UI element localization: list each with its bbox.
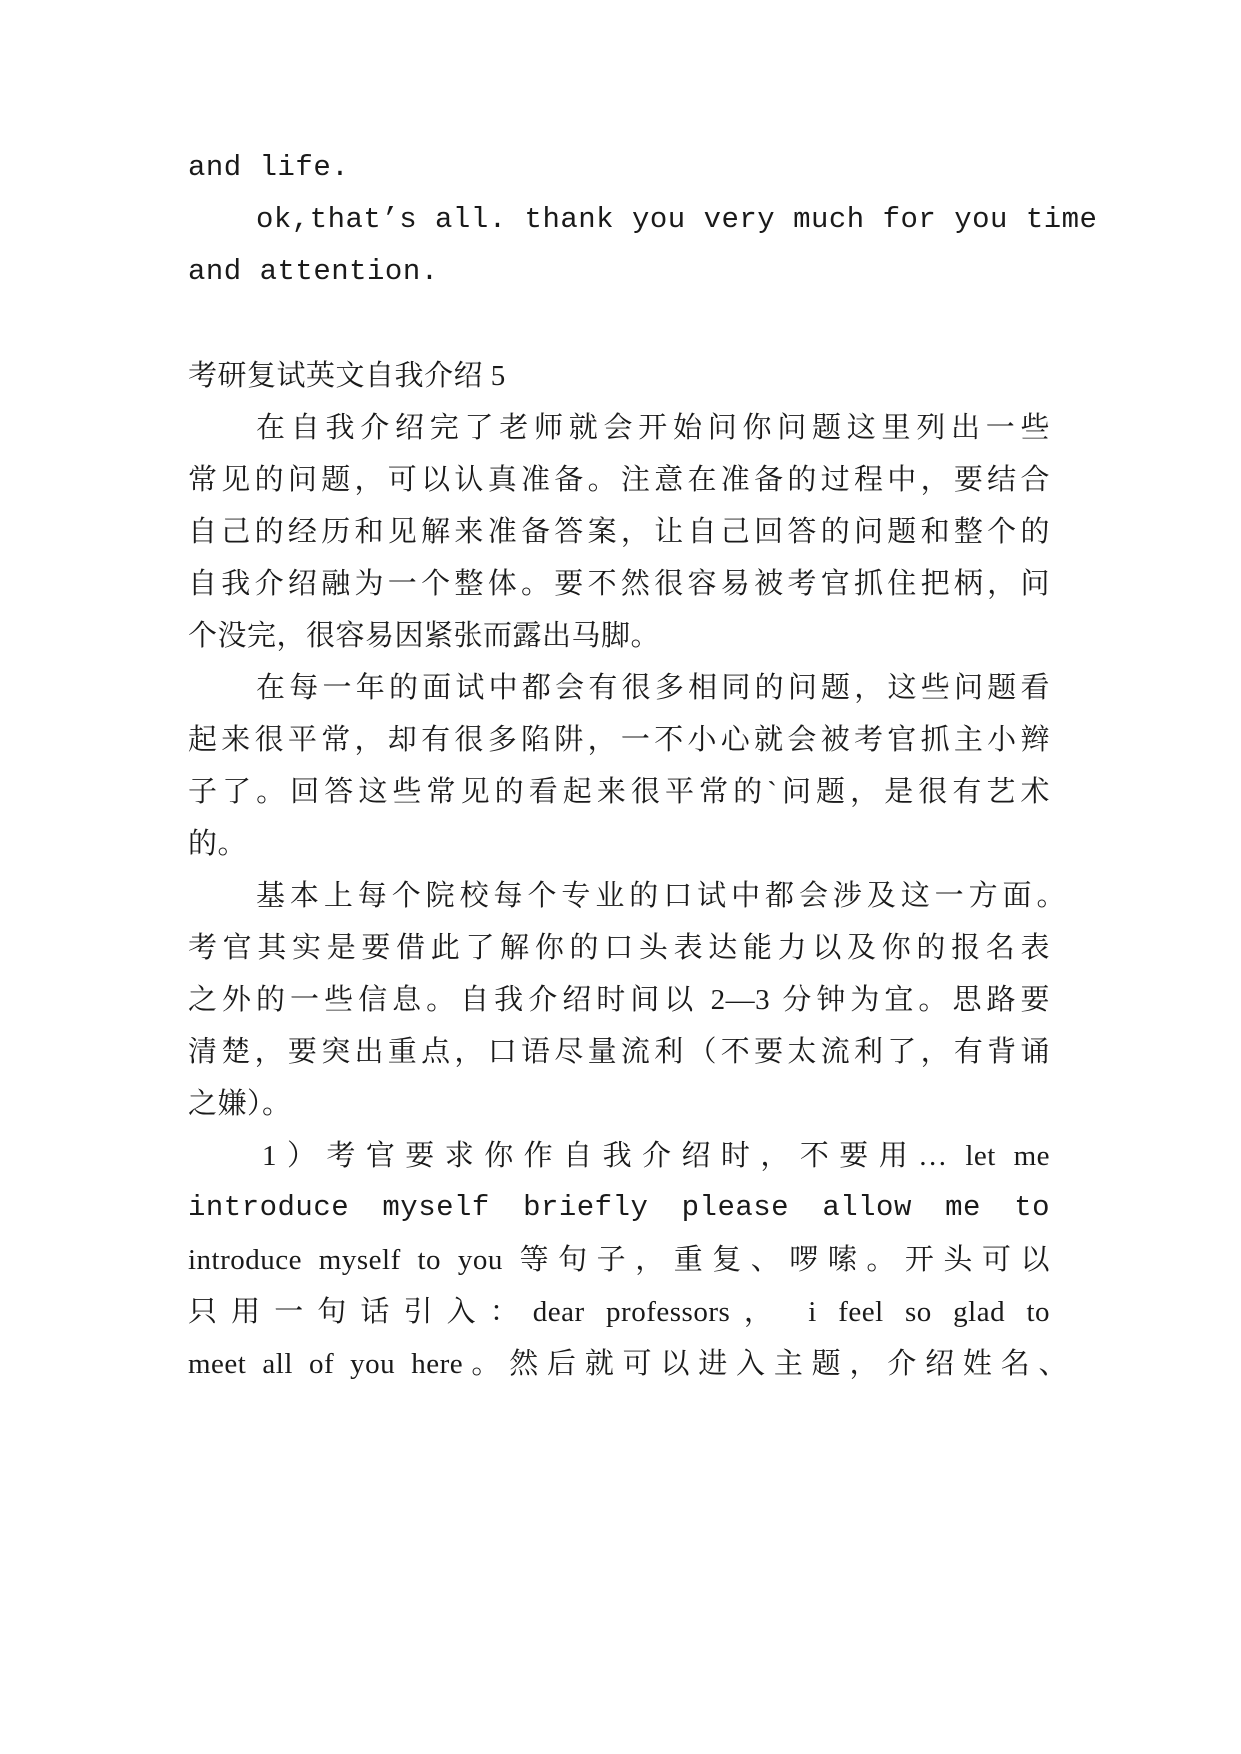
text-line: ok,that’s all. thank you very much for you time	[256, 203, 1098, 236]
text-line: and life.	[188, 151, 350, 184]
text-line: 在每一年的面试中都会有很多相同的问题，这些问题看	[256, 672, 1050, 704]
text-line: 之嫌）。	[188, 1088, 292, 1120]
text-line: 个没完，很容易因紧张而露出马脚。	[188, 620, 661, 652]
text-line: 之外的一些信息。自我介绍时间以 2—3 分钟为宜。思路要	[188, 984, 1050, 1016]
section-heading: 考研复试英文自我介绍 5	[188, 360, 506, 392]
text-line: 自己的经历和见解来准备答案，让自己回答的问题和整个的	[188, 516, 1050, 548]
text-line: 常见的问题，可以认真准备。注意在准备的过程中，要结合	[188, 464, 1050, 496]
text-line: 基本上每个院校每个专业的口试中都会涉及这一方面。	[256, 880, 1066, 912]
text-line: introduce myself to you 等句子，重复、啰嗦。开头可以	[188, 1244, 1050, 1276]
text-line: 子了。回答这些常见的看起来很平常的`问题，是很有艺术	[188, 776, 1050, 808]
text-line: 考官其实是要借此了解你的口头表达能力以及你的报名表	[188, 932, 1050, 964]
text-line: and attention.	[188, 255, 439, 288]
text-line: 1）考官要求你作自我介绍时，不要用… let me	[262, 1140, 1050, 1172]
text-line: 起来很平常，却有很多陷阱，一不小心就会被考官抓主小辫	[188, 724, 1050, 756]
text-line: 自我介绍融为一个整体。要不然很容易被考官抓住把柄，问	[188, 568, 1050, 600]
text-line: 清楚，要突出重点，口语尽量流利（不要太流利了，有背诵	[188, 1036, 1050, 1068]
text-line: meet all of you here。然后就可以进入主题，介绍姓名、	[188, 1348, 1068, 1380]
text-line: 在自我介绍完了老师就会开始问你问题这里列出一些	[256, 412, 1050, 444]
text-line: introduce myself briefly please allow me to	[188, 1191, 1050, 1224]
text-line: 只用一句话引入：dear professors， i feel so glad to	[188, 1296, 1050, 1328]
text-line: 的。	[188, 828, 248, 860]
